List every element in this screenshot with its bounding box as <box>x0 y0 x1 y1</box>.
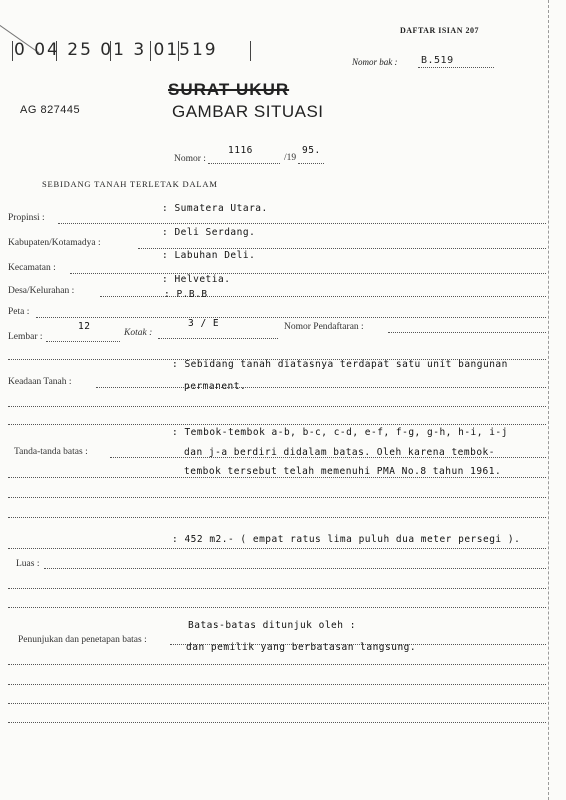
luas-label: Luas : <box>16 559 40 569</box>
tanda-batas-line1: : Tembok-tembok a-b, b-c, c-d, e-f, f-g, g-h, h-i, i-j <box>172 427 508 438</box>
nomor-dots <box>208 163 280 164</box>
luas-value: : 452 m2.- ( empat ratus lima puluh dua meter persegi ). <box>172 534 521 545</box>
title-gambar-situasi: GAMBAR SITUASI <box>172 102 324 121</box>
nomor-year-dots <box>298 163 324 164</box>
penunjukan-label: Penunjukan dan penetapan batas : <box>18 635 147 645</box>
keadaan-tanah-line2: permanent. <box>184 381 247 392</box>
nomor-pendaftaran-dots <box>388 332 546 333</box>
nomor-label: Nomor : <box>174 154 206 164</box>
blank-dots <box>8 607 546 608</box>
nomor-bak-value: B.519 <box>421 55 454 66</box>
handwritten-code: 0 04 25 01 3 01519 <box>14 40 218 60</box>
kabupaten-label: Kabupaten/Kotamadya : <box>8 238 101 248</box>
nomor-bak-dots <box>418 67 494 68</box>
kecamatan-dots <box>70 273 546 274</box>
kabupaten-dots <box>138 248 546 249</box>
blank-dots <box>8 406 546 407</box>
blank-dots <box>8 548 546 549</box>
blank-dots <box>8 424 546 425</box>
kecamatan-value: : Labuhan Deli. <box>162 250 256 261</box>
code-divider <box>56 41 57 61</box>
propinsi-dots <box>58 223 546 224</box>
nomor-value: 1116 <box>228 145 253 156</box>
luas-dots <box>44 568 546 569</box>
code-divider <box>150 41 151 61</box>
peta-value: : P.B.B <box>164 289 208 300</box>
ag-number: AG 827445 <box>20 104 81 116</box>
section-heading: SEBIDANG TANAH TERLETAK DALAM <box>42 179 218 189</box>
penunjukan-line2: dan pemilik yang berbatasan langsung. <box>186 642 417 653</box>
blank-dots <box>8 477 546 478</box>
code-divider <box>12 41 13 61</box>
nomor-year: 95. <box>302 145 321 156</box>
keadaan-tanah-dots <box>96 387 546 388</box>
code-divider <box>250 41 251 61</box>
code-divider <box>178 41 179 61</box>
blank-dots <box>8 664 546 665</box>
nomor-year-prefix: /19 <box>284 153 297 163</box>
nomor-pendaftaran-label: Nomor Pendaftaran : <box>284 322 364 332</box>
kotak-value: 3 / E <box>188 318 220 329</box>
kecamatan-label: Kecamatan : <box>8 263 56 273</box>
keadaan-tanah-label: Keadaan Tanah : <box>8 377 72 387</box>
kabupaten-value: : Deli Serdang. <box>162 227 256 238</box>
blank-dots <box>8 703 546 704</box>
desa-label: Desa/Kelurahan : <box>8 286 75 296</box>
propinsi-label: Propinsi : <box>8 213 45 223</box>
code-divider <box>110 41 111 61</box>
form-code: DAFTAR ISIAN 207 <box>400 26 479 35</box>
lembar-label: Lembar : <box>8 332 43 342</box>
tanda-batas-line2: dan j-a berdiri didalam batas. Oleh karena tembok- <box>184 447 495 458</box>
tanda-batas-dots <box>110 457 546 458</box>
nomor-bak-label: Nomor bak : <box>352 57 398 67</box>
lembar-value: 12 <box>78 321 91 332</box>
blank-dots <box>8 588 546 589</box>
peta-label: Peta : <box>8 307 30 317</box>
tanda-batas-label: Tanda-tanda batas : <box>14 447 88 457</box>
page-edge-line <box>548 0 549 800</box>
peta-dots <box>36 317 546 318</box>
propinsi-value: : Sumatera Utara. <box>162 203 268 214</box>
blank-dots <box>8 517 546 518</box>
blank-dots <box>8 722 546 723</box>
blank-dots <box>8 684 546 685</box>
tanda-batas-line3: tembok tersebut telah memenuhi PMA No.8 tahun 1961. <box>184 466 502 477</box>
desa-value: : Helvetia. <box>162 274 231 285</box>
keadaan-tanah-line1: : Sebidang tanah diatasnya terdapat satu unit bangunan <box>172 359 508 370</box>
penunjukan-line1: Batas-batas ditunjuk oleh : <box>188 620 356 631</box>
kotak-label: Kotak : <box>124 328 153 338</box>
title-surat-ukur: SURAT UKUR <box>168 80 290 99</box>
lembar-dots <box>46 341 120 342</box>
kotak-dots <box>158 338 278 339</box>
blank-dots <box>8 497 546 498</box>
